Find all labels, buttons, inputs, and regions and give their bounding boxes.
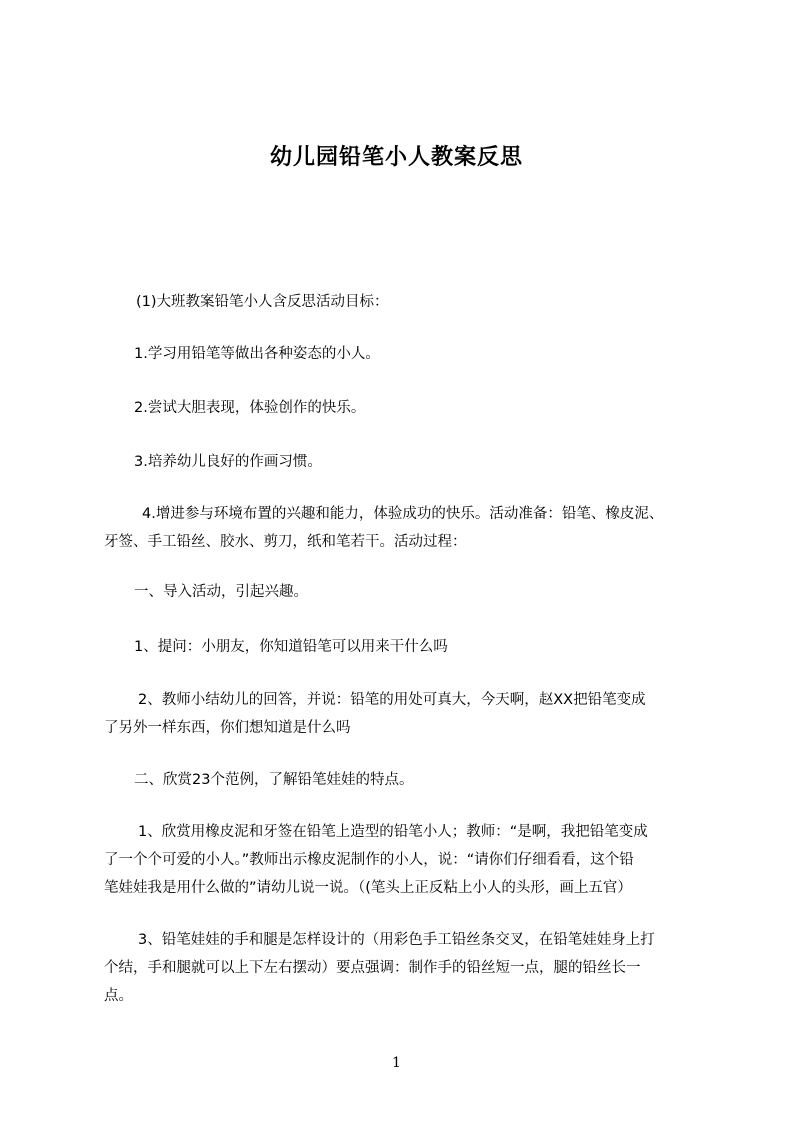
text-line: (1)大班教案铅笔小人含反思活动目标：	[136, 294, 389, 310]
paragraph-step-1	[134, 633, 734, 661]
paragraph-section-1-heading	[134, 578, 734, 606]
text-line: 牙签、手工铅丝、胶水、剪刀，纸和笔若干。活动过程：	[104, 534, 467, 550]
paragraph-step-2	[104, 686, 704, 742]
text-line: 了一个个可爱的小人。”教师出示橡皮泥制作的小人，说：“请你们仔细看看，这个铅	[104, 852, 634, 868]
text-line: 2.尝试大胆表现，体验创作的快乐。	[134, 400, 366, 416]
text-line: 4.增进参与环境布置的兴趣和能力，体验成功的快乐。活动准备：铅笔、橡皮泥、	[142, 506, 664, 522]
paragraph-section-2-heading	[134, 766, 734, 794]
paragraph-objective-1	[134, 340, 734, 368]
paragraph-objective-4	[104, 500, 704, 556]
text-line: 点。	[104, 988, 133, 1004]
page-number: 1	[392, 1055, 401, 1071]
text-line: 3、铅笔娃娃的手和腿是怎样设计的（用彩色手工铅丝条交叉，在铅笔娃娃身上打	[138, 932, 655, 948]
paragraph-objective-3	[134, 448, 734, 476]
text-line: 笔娃娃我是用什么做的”请幼儿说一说。（(笔头上正反粘上小人的头形，画上五官）	[104, 880, 632, 896]
paragraph-objectives-heading	[136, 288, 736, 316]
text-line: 1、提问：小朋友，你知道铅笔可以用来干什么吗	[134, 639, 448, 655]
text-line: 个结，手和腿就可以上下左右摆动）要点强调：制作手的铅丝短一点，腿的铅丝长一	[104, 960, 641, 976]
text-line: 1.学习用铅笔等做出各种姿态的小人。	[134, 346, 380, 362]
text-line: 1、欣赏用橡皮泥和牙签在铅笔上造型的铅笔小人；教师：“是啊，我把铅笔变成	[138, 824, 648, 840]
paragraph-appreciation-1	[104, 818, 704, 902]
text-line: 了另外一样东西，你们想知道是什么吗	[104, 720, 351, 736]
text-line: 2、教师小结幼儿的回答，并说：铅笔的用处可真大，今天啊，赵XX把铅笔变成	[138, 692, 646, 708]
text-line: 3.培养幼儿良好的作画习惯。	[134, 454, 322, 470]
text-line: 一、导入活动，引起兴趣。	[134, 584, 308, 600]
document-title: 幼儿园铅笔小人教案反思	[269, 145, 523, 170]
paragraph-objective-2	[134, 394, 734, 422]
paragraph-appreciation-3	[104, 926, 704, 1010]
text-line: 二、欣赏23个范例，了解铅笔娃娃的特点。	[134, 772, 414, 788]
